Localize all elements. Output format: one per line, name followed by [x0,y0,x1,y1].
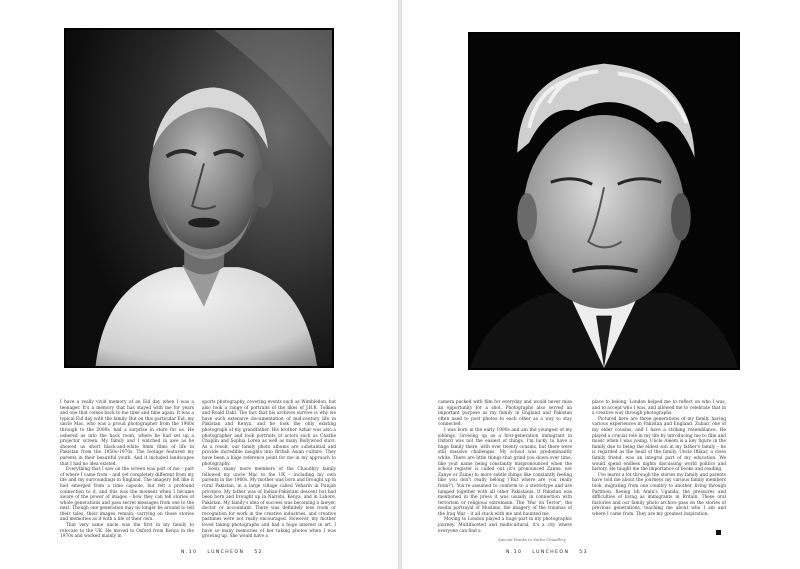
photo-credit: Special thanks to Sarbo Chaudhry [498,537,566,542]
paragraph: That very same uncle was the first in my family to relocate to the UK. He moved to Oxford from Kenya in the 1970s and worked mainly in [60,523,194,540]
paragraph: Soon, many more members of the Chaudhry family followed my uncle Mac to the UK – including my own parents in the 1960s. My mother was born and brought up in rural Pakistan, in a large village called Veharin in Punjab province. My father was of Indian-Pakistani descent but had been born and brought up in Nairobi, Kenya, and in Lahore, Pakistan. My family's idea of success was becoming a lawyer, doctor or accountant. There was definitely less room or recognition for work in the creative industries, and creative pastimes were not really encouraged. However, my mother loved taking photographs and had a huge interest in art. I have so many memories of her taking photos when I was growing up. She would have a [202,467,336,540]
issue-number: N.10 [181,550,198,555]
portrait-photo-left [64,28,334,368]
paragraph: Everything that I saw on the screen was part of me – part of where I came from – and yet completely different from my life and my surroundings in England. The imagery felt like it had emerged from a time capsule, but felt a profound connection to it, and this was the moment when I became aware of the power of images – how they can tell stories of whole generations and pass secret messages from one to the next. Though one generation may no longer be around to tell their tales, their images remain, carrying on those stories and memories as if with a life of their own. [60,467,194,523]
end-mark-icon [716,530,721,535]
paragraph: camera packed with film for everyday and would never miss an opportunity for a shot. Photographs also served an important purpose as my family in England and Pakistan often used to post photos to each other as a way to stay connected. [438,400,572,428]
portrait-left-illustration [66,30,332,366]
issue-number: N.10 [506,550,523,555]
paragraph: place to belong. London helped me to reflect on who I was, and to accept who I was, and allowed me to celebrate that in a creative way through photographs. [592,400,726,417]
body-text-column-1 [60,400,194,540]
body-text-column-3 [438,400,572,534]
page-number: 53 [579,550,588,555]
paragraph: I've learnt a lot through the stories my family and parents have told me about the journeys my various family members took, migrating from one country to another, living through Partition, fleeing Idi Amin's Uganda, the pressures and difficulties of living as immigrants in Britain. These oral histories and our family photo archive pass on the stories of previous generations, teaching me about who I am and where I came from. They are my greatest inspiration. [592,472,726,517]
paragraph: I was born in the early 1990s and am the youngest of my siblings. Growing up as a first-generation immigrant in Oxford was not the easiest of things. I'm lucky to have a huge family there, with over twenty cousins, but there were still massive challenges. My school was predominantly white. There are little things that grind you down over time, like your name being constantly mispronounced when the school register is called out (it's pronounced Zanne, not Zanye or Zaine) to more subtle things like constantly feeling like you don't really belong ('But where are you really from?'). You're assumed to conform to a stereotype and are lumped together with all other Pakistanis. If Pakistan was mentioned in the press it was usually in connection with terrorism or religious extremism. The 'War on Terror', the media portrayal of Muslims, the imagery of the traumas of the Iraq War – it all stuck with me and haunted me. [438,427,572,517]
page-number: 52 [254,550,263,555]
folio-right [506,550,588,555]
paragraph: Pictured here are three generations of my family having various experiences in Pakistan and England. Zubair, one of my elder cousins, and I have a striking resemblance. He played a crucial role in my life by introducing me to film and music when I was young. Uncle Aleem is a key figure in the family due to being the eldest son in my father's family – he is regarded as the head of the family. Uncle Iftikar, a close family friend, was an integral part of my education. We would spend endless nights discussing world politics and history. He taught me the importance of books and reading. [592,416,726,473]
portrait-right-illustration [470,34,738,368]
magazine-title: LUNCHEON [207,550,245,555]
portrait-photo-right [468,32,740,370]
paragraph: I have a really vivid memory of an Eid day when I was a teenager. It's a memory that has stayed with me for years and one that comes back to me time and time again. It was a typical Eid day with the family. But on this particular Eid, my uncle Mac, who was a proud photographer from the 1960s through to the 2000s, had a surprise in store for us. He ushered us into the back room, where he had set up a projector screen. My family and I watched in awe as he showed us short black-and-white 8mm films of life in Pakistan from the 1950s–1970s. The footage featured my parents in their beautiful youth. And it included landscapes that I had no idea existed. [60,400,194,467]
magazine-title: LUNCHEON [532,550,570,555]
folio-left [181,550,263,555]
paragraph: Moving to London played a huge part in my photographic journey. Multifaceted and multicultural, it's a city where everyone can find a [438,517,572,534]
body-text-column-4 [592,400,726,517]
body-text-column-2 [202,400,336,540]
paragraph: sports photography, covering events such as Wimbledon, but also took a range of portraits of the likes of J.R.R. Tolkien and Roald Dahl. The fact that his archives survive is why we have such extensive documentation of mid-century life in Pakistan and Kenya, and he took the only existing photograph of my grandfather. His brother Azhar was also a photographer and took portraits of actors such as Charlie Chaplin and Sophia Loren as well as many Bollywood stars. As a result, our family photo albums are substantial and provide incredible insights into British Asian culture. They have been a huge reference point for me in my approach to photography. [202,400,336,467]
